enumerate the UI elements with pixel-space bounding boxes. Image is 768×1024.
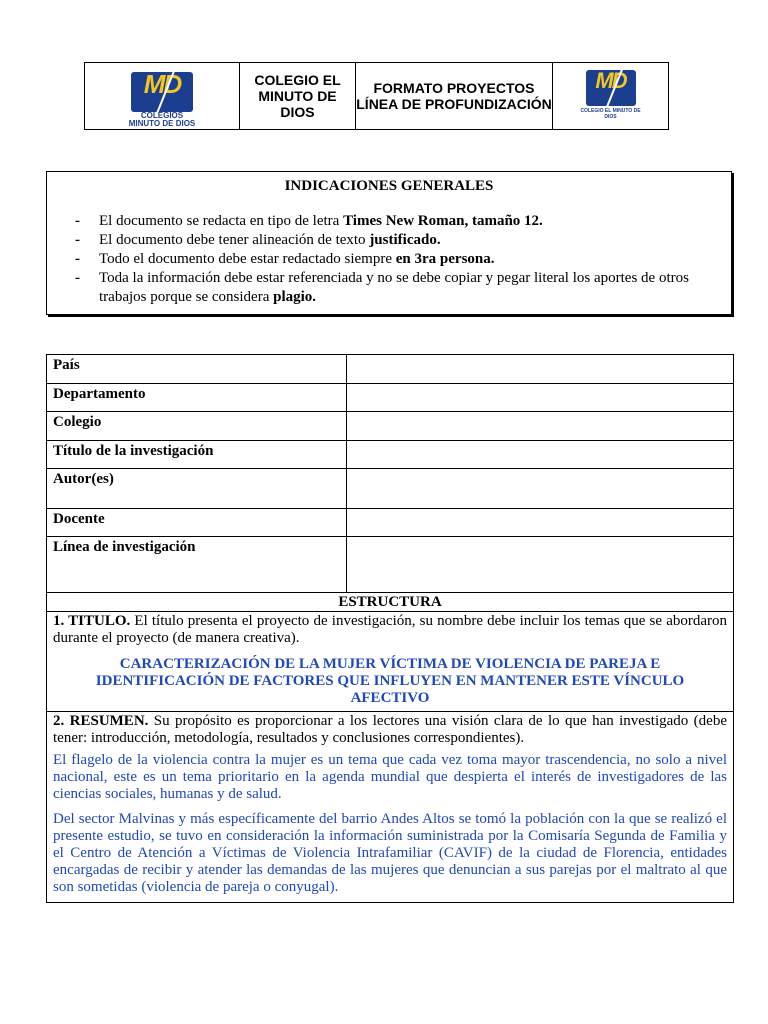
indicacion-item: - Todo el documento debe estar redactado siempre en 3ra persona. <box>75 250 715 269</box>
estructura-title: ESTRUCTURA <box>47 593 733 612</box>
document-header <box>84 62 669 130</box>
indicacion-item: - Toda la información debe estar referenciada y no se debe copiar y pegar literal los aportes de otros trabajos porque se considera plagio. <box>75 269 715 307</box>
indicacion-item: - El documento se redacta en tipo de letra Times New Roman, tamaño 12. <box>75 212 715 231</box>
row-label-linea: Línea de investigación <box>47 537 347 593</box>
resumen-paragraph-1: El flagelo de la violencia contra la mujer es un tema que cada vez toma mayor trascendencia, no solo a nivel nacional, este es un tema prioritario en la agenda mundial que despierta el interés de investigadores de las ciencias sociales, humanas y de salud. <box>53 752 727 802</box>
resumen-label: 2. RESUMEN. <box>53 713 149 729</box>
table-row <box>47 412 734 441</box>
header-logo-cell-right <box>553 63 668 129</box>
row-value-pais[interactable] <box>347 355 734 384</box>
row-value-docente[interactable] <box>347 509 734 537</box>
indicaciones-box <box>46 171 732 315</box>
row-value-departamento[interactable] <box>347 384 734 412</box>
titulo-description: 1. TITULO. El título presenta el proyecto de investigación, su nombre debe incluir los temas que se abordaron durante el proyecto (de manera creativa). <box>53 613 727 646</box>
table-row <box>47 384 734 412</box>
row-label-colegio: Colegio <box>47 412 347 441</box>
project-title: CARACTERIZACIÓN DE LA MUJER VÍCTIMA DE VIOLENCIA DE PAREJA E IDENTIFICACIÓN DE FACTORES QUE INFLUYEN EN MANTENER ESTE VÍNCULO AFECTIVO <box>95 656 685 706</box>
estructura-section <box>46 592 734 903</box>
table-row <box>47 441 734 469</box>
row-value-autores[interactable] <box>347 469 734 509</box>
row-label-autores: Autor(es) <box>47 469 347 509</box>
colegios-md-logo: MD COLEGIOS MINUTO DE DIOS <box>128 69 196 128</box>
project-info-table <box>46 354 734 593</box>
header-logo-cell-left <box>85 63 240 129</box>
table-row <box>47 509 734 537</box>
format-title: FORMATO PROYECTOS LÍNEA DE PROFUNDIZACIÓN <box>356 63 553 129</box>
row-value-titulo[interactable] <box>347 441 734 469</box>
row-label-pais: País <box>47 355 347 384</box>
titulo-label: 1. TITULO. <box>53 613 131 629</box>
table-row <box>47 355 734 384</box>
row-value-colegio[interactable] <box>347 412 734 441</box>
indicacion-item: - El documento debe tener alineación de texto justificado. <box>75 231 715 250</box>
indicaciones-list <box>75 212 715 307</box>
school-name: COLEGIO EL MINUTO DE DIOS <box>240 63 356 129</box>
indicaciones-title: INDICACIONES GENERALES <box>284 178 494 194</box>
row-label-titulo: Título de la investigación <box>47 441 347 469</box>
table-row <box>47 469 734 509</box>
colegio-md-logo: MD COLEGIO EL MINUTO DE DIOS <box>580 68 641 120</box>
row-label-departamento: Departamento <box>47 384 347 412</box>
row-label-docente: Docente <box>47 509 347 537</box>
resumen-description: 2. RESUMEN. Su propósito es proporcionar a los lectores una visión clara de lo que han investigado (debe tener: introducción, metodología, resultados y conclusiones correspondientes). <box>53 713 727 746</box>
table-row <box>47 537 734 593</box>
resumen-paragraph-2: Del sector Malvinas y más específicamente del barrio Andes Altos se tomó la población con la que se realizó el presente estudio, se tuvo en consideración la información suministrada por la Comisaría Segunda de Familia y el Centro de Atención a Víctimas de Violencia Intrafamiliar (CAVIF) de la ciudad de Florencia, entidades encargadas de recibir y atender las demandas de las mujeres que denuncian a sus parejas por el maltrato al que son sometidas (violencia de pareja o conyugal). <box>53 811 727 895</box>
row-value-linea[interactable] <box>347 537 734 593</box>
